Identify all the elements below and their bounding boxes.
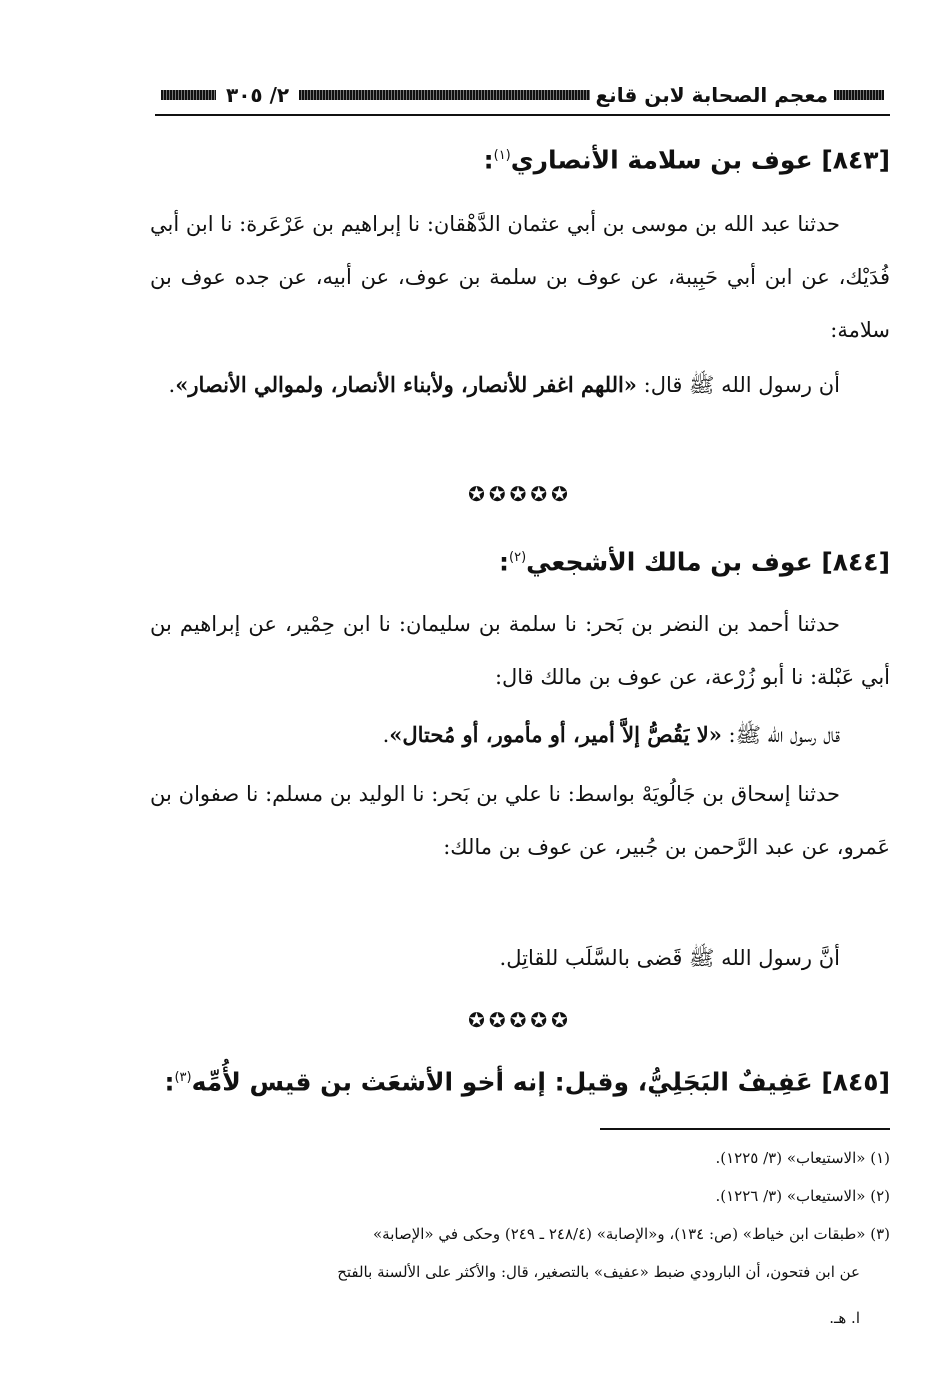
entry-title: [٨٤٥] عَفِيفٌ البَجَلِيُّ، وقيل: إنه أخو الأشعَث بن قيس لأُمِّه — [191, 1067, 890, 1097]
footnote-2: (٢) «الاستيعاب» (٣/ ١٢٢٦). — [715, 1187, 890, 1205]
hadith-paragraph: أنَّ رسول الله ﷺ قَضى بالسَّلَب للقاتِل. — [499, 946, 840, 970]
hadith-end: . — [382, 723, 390, 747]
section-separator: ✪✪✪✪✪ — [468, 482, 572, 506]
running-header — [155, 78, 890, 112]
footnote-rule — [600, 1128, 890, 1130]
hadith-intro: أن رسول الله ﷺ قال: — [636, 373, 840, 397]
footnote-ref: (١) — [493, 148, 511, 163]
entry-title: [٨٤٣] عوف بن سلامة الأنصاري — [510, 145, 890, 175]
heading-colon: : — [483, 145, 494, 175]
header-ornament — [161, 90, 216, 100]
entry-heading-843 — [150, 138, 890, 178]
isnad-paragraph: حدثنا عبد الله بن موسى بن أبي عثمان الدَّهْقان: نا إبراهيم بن عَرْعَرة: نا ابن أبي فُدَيْك، عن ابن أبي حَبِيبة، عن عوف بن سلمة بن عوف، عن أبيه، عن جده عوف بن سلامة: — [150, 212, 890, 342]
section-separator: ✪✪✪✪✪ — [468, 1008, 572, 1032]
footnote-ref: (٢) — [509, 550, 527, 565]
header-ornament — [299, 90, 589, 100]
footnote-3-end: ا. هـ. — [829, 1309, 860, 1327]
page-reference: ٢/ ٣٠٥ — [226, 83, 290, 107]
heading-colon: : — [499, 547, 509, 577]
hadith-intro: قال رسول الله ﷺ: — [721, 723, 840, 747]
footnote-3-continued: عن ابن فتحون، أن البارودي ضبط «عفيف» بالتصغير، قال: والأكثر على الألسنة بالفتح — [337, 1263, 860, 1281]
heading-colon: : — [164, 1067, 175, 1097]
hadith-paragraph — [150, 358, 890, 412]
header-ornament — [834, 90, 884, 100]
isnad-paragraph: حدثنا أحمد بن النضر بن بَحر: نا سلمة بن سليمان: نا ابن حِمْير، عن إبراهيم بن أبي عَبْلة: نا أبو زُرْعة، عن عوف بن مالك قال: — [150, 612, 890, 689]
entry-heading-844 — [150, 540, 890, 580]
footnote-3: (٣) «طبقات ابن خياط» (ص: ١٣٤)، و«الإصابة» (٢٤٨/٤ ـ ٢٤٩) وحكى في «الإصابة» — [373, 1225, 890, 1243]
hadith-text: «اللهم اغفر للأنصار، ولأبناء الأنصار، ولموالي الأنصار» — [175, 372, 637, 397]
hadith-end: . — [168, 373, 176, 397]
header-rule — [155, 114, 890, 116]
hadith-paragraph — [150, 708, 890, 762]
hadith-text: «لا يَقُصُّ إلاَّ أمير، أو مأمور، أو مُحتال» — [389, 722, 722, 747]
book-title: معجم الصحابة لابن قانع — [595, 83, 828, 107]
entry-heading-845 — [150, 1060, 890, 1100]
footnote-ref: (٣) — [174, 1070, 192, 1085]
entry-title: [٨٤٤] عوف بن مالك الأشجعي — [526, 547, 890, 577]
footnote-1: (١) «الاستيعاب» (٣/ ١٢٢٥). — [715, 1149, 890, 1167]
isnad-paragraph: حدثنا إسحاق بن جَالُويَهْ بواسط: نا علي بن بَحر: نا الوليد بن مسلم: نا صفوان بن عَمرو، عن عبد الرَّحمن بن جُبير، عن عوف بن مالك: — [150, 782, 890, 859]
